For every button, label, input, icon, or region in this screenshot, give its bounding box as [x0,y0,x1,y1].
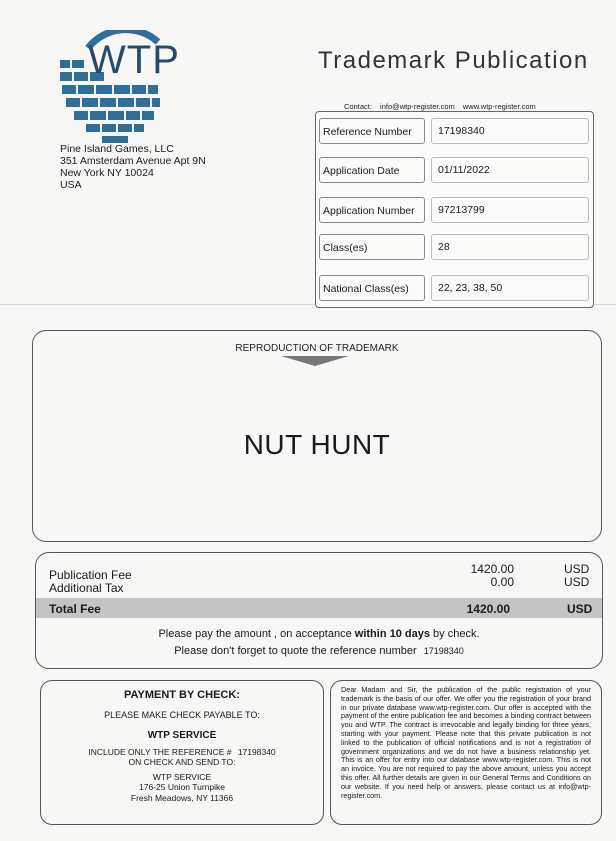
down-arrow-icon [281,356,349,366]
recipient-name: Pine Island Games, LLC [60,143,174,155]
national-classes-value: 22, 23, 38, 50 [431,275,589,301]
terms-box [330,680,602,825]
application-number-value: 97213799 [431,197,589,223]
payee-name: WTP SERVICE [147,730,217,741]
fee-summary-box [35,552,603,669]
reproduction-label: REPRODUCTION OF TRADEMARK [235,343,399,354]
reference-number-label: Reference Number [319,118,425,144]
include-reference-line [41,747,323,757]
publication-fee-currency: USD [564,562,590,576]
contact-website-link[interactable]: www.wtp-register.com [462,102,536,111]
mail-address-line1: WTP SERVICE [152,772,212,782]
trademark-reproduction-box [32,330,602,542]
total-fee-bar [36,598,602,618]
reference-reminder-text: Please don't forget to quote the reference number [174,645,417,657]
publication-fee-amount: 1420.00 [470,562,514,576]
payment-note-text: Please pay the amount , on acceptance [158,628,355,640]
send-to-line: ON CHECK AND SEND TO: [128,757,236,767]
application-date-label: Application Date [319,157,425,183]
recipient-city: New York NY 10024 [60,167,154,179]
contact-label: Contact: [344,102,372,111]
total-fee-currency: USD [567,602,593,616]
terms-text: Dear Madam and Sir, the publication of the public registration of your trademark is the basis of our offer. We offer you the registration of your brand in our private database www.wtp-register.com. Our offer is accepted with the payment of the entire publication fee and becomes a binding contract between you and WTP. The contract is irrevocable and legally binding for three years, starting with your payment. Please note that this private publication is not linked to the publication of official notifications and is not a registration of government organizations and we do not have a business relationship yet. This is an offer for entry into our database www.wtp-register.com. This is not an invoice. You are not required to pay the above amount, unless you accept this offer. All further details are given in our General Terms and Conditions on our website. If you need help or answers, please contact us at info@wtp-register.com. [341,685,591,800]
payment-note-end: by check. [429,628,480,640]
payment-by-check-box [40,680,324,825]
application-date-row [319,157,587,183]
publication-fee-label: Publication Fee [49,568,132,582]
additional-tax-currency: USD [564,575,590,589]
payment-title: PAYMENT BY CHECK: [124,689,240,701]
reference-number-row [319,118,587,144]
mail-address-line3: Fresh Meadows, NY 11366 [130,793,234,803]
recipient-country: USA [60,179,82,191]
contact-line [344,102,542,111]
application-number-label: Application Number [319,197,425,223]
classes-value: 28 [431,234,589,260]
include-reference-text: INCLUDE ONLY THE REFERENCE # [88,747,232,757]
reference-reminder-note [36,645,602,657]
contact-email-link[interactable]: info@wtp-register.com [380,102,455,111]
application-date-value: 01/11/2022 [431,157,589,183]
payment-deadline: within 10 days [354,628,430,640]
mail-address-line2: 176-25 Union Turnpike [138,782,225,792]
payable-to-line: PLEASE MAKE CHECK PAYABLE TO: [104,710,260,720]
trademark-name: NUT HUNT [243,429,391,460]
application-number-row [319,197,587,223]
reference-number-value: 17198340 [431,118,589,144]
recipient-address [60,143,206,191]
page-title: Trademark Publication [318,47,589,74]
additional-tax-label: Additional Tax [49,581,124,595]
additional-tax-amount: 0.00 [490,575,514,589]
recipient-street: 351 Amsterdam Avenue Apt 9N [60,155,206,167]
classes-label: Class(es) [319,234,425,260]
reference-reminder-number: 17198340 [423,646,464,656]
reference-details-box [315,111,594,308]
national-classes-label: National Class(es) [319,275,425,301]
classes-row [319,234,587,260]
total-fee-label: Total Fee [49,602,101,616]
include-reference-number: 17198340 [237,747,276,757]
national-classes-row [319,275,587,301]
logo-text: WTP [88,38,180,82]
payment-deadline-note [36,628,602,640]
total-fee-amount: 1420.00 [466,602,510,616]
